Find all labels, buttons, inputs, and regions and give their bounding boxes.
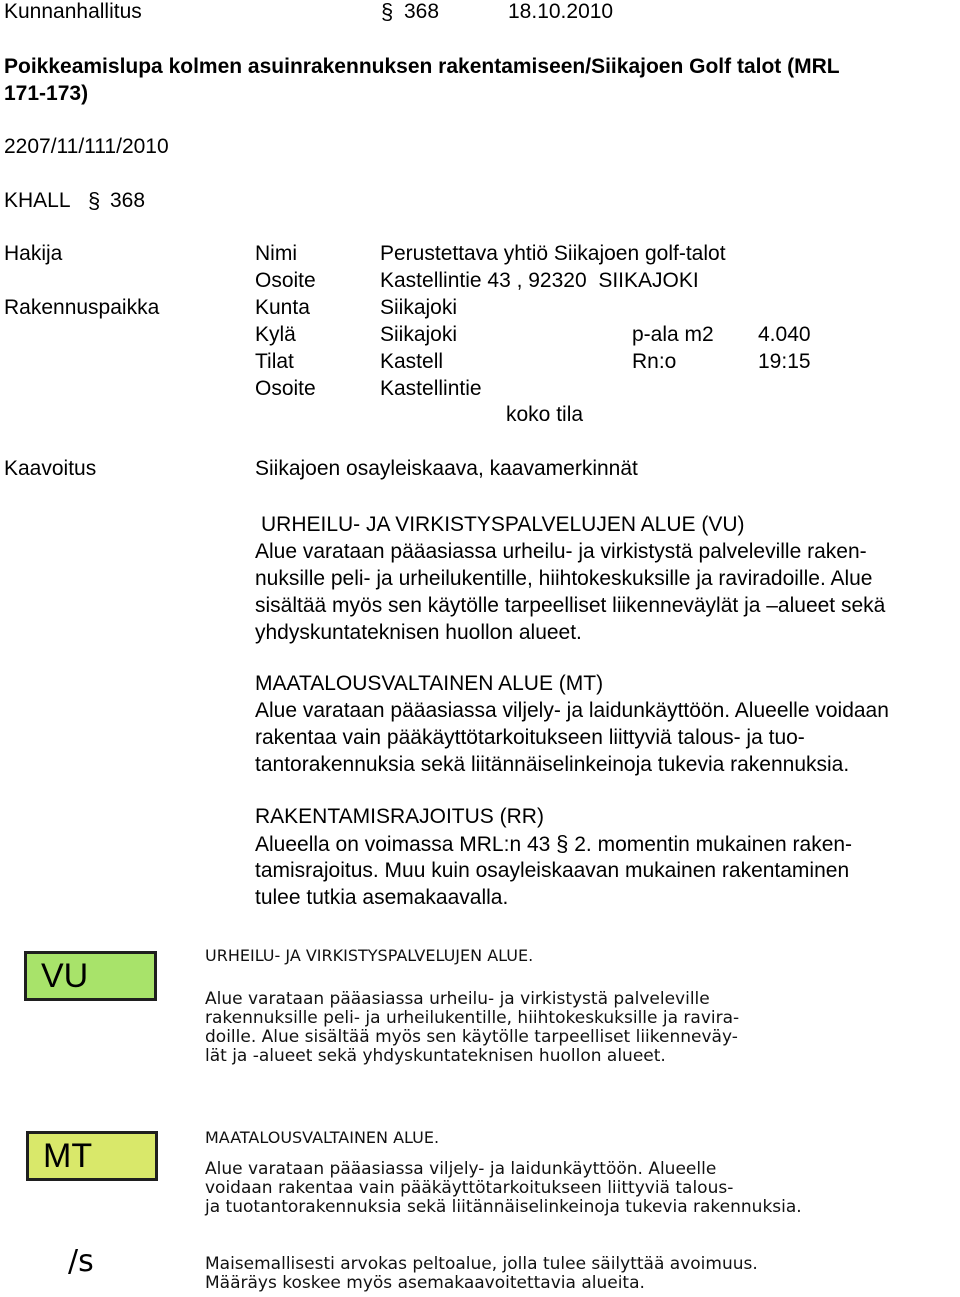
vu-line: Alue varataan pääasiassa urheilu- ja virkistystä palveleville raken- — [255, 540, 867, 563]
mt-line: Alue varataan pääasiassa viljely- ja laidunkäyttöön. Alueelle voidaan — [255, 699, 889, 722]
area-value: 4.040 — [758, 323, 811, 346]
address-value: Kastellintie 43 , 92320 SIIKAJOKI — [380, 269, 699, 292]
vu-description — [255, 511, 885, 646]
vu-line: nuksille peli- ja urheilukentille, hiihtokeskuksille ja raviradoille. Alue — [255, 567, 873, 590]
header-number: 368 — [404, 0, 440, 23]
estate-value: Kastell — [380, 350, 444, 373]
document-title — [4, 55, 840, 106]
regno-label: Rn:o — [632, 350, 677, 373]
mt-heading: MAATALOUSVALTAINEN ALUE (MT) — [255, 672, 604, 695]
diary-number: 2207/11/111/2010 — [4, 135, 169, 158]
area-label: p-ala m2 — [632, 323, 714, 346]
vu-legend-line: rakennuksille peli- ja urheilukentille, hiihtokeskuksille ja ravira- — [205, 1008, 740, 1028]
mt-legend-line: Alue varataan pääasiassa viljely- ja laidunkäyttöön. Alueelle — [205, 1159, 717, 1179]
mt-legend-line: voidaan rakentaa vain pääkäyttötarkoitukseen liittyviä talous- — [205, 1178, 734, 1198]
rr-line: tulee tutkia asemakaavalla. — [255, 886, 509, 909]
mt-legend-text — [205, 1128, 802, 1217]
regno-value: 19:15 — [758, 350, 811, 373]
title-line-2: 171-173) — [4, 82, 89, 105]
s-legend-text — [205, 1255, 758, 1293]
municipality-value: Siikajoki — [380, 296, 458, 319]
name-label: Nimi — [255, 242, 297, 265]
mt-line: rakentaa vain pääkäyttötarkoitukseen liittyviä talous- ja tuo- — [255, 726, 805, 749]
vu-line: yhdyskuntateknisen huollon alueet. — [255, 621, 582, 644]
s-legend-line: Määräys koskee myös asemakaavoitettavia alueita. — [205, 1273, 645, 1293]
zoning-label: Kaavoitus — [4, 457, 97, 480]
s-legend-line: Maisemallisesti arvokas peltoalue, jolla tulee säilyttää avoimuus. — [205, 1254, 758, 1274]
vu-legend-swatch — [24, 951, 157, 1001]
rr-heading: RAKENTAMISRAJOITUS (RR) — [255, 805, 544, 828]
vu-line: sisältää myös sen käytölle tarpeelliset liikenneväylät ja –alueet sekä — [255, 594, 886, 617]
rr-line-1-b: 2. momentin mukainen raken- — [568, 833, 853, 856]
khall-section-sign: § — [88, 188, 101, 213]
vu-heading: URHEILU- JA VIRKISTYSPALVELUJEN ALUE (VU) — [261, 513, 745, 536]
section-sign: § — [381, 0, 394, 24]
rr-line-1-a: Alueella on voimassa MRL:n 43 — [255, 833, 557, 856]
village-value: Siikajoki — [380, 323, 458, 346]
mt-legend-code: MT — [43, 1137, 93, 1175]
vu-legend-code: VU — [41, 957, 89, 995]
address-label: Osoite — [255, 269, 316, 292]
title-line-1: Poikkeamislupa kolmen asuinrakennuksen rakentamiseen/Siikajoen Golf talot (MRL — [4, 55, 840, 78]
vu-legend-line: lät ja -alueet sekä yhdyskuntateknisen huollon alueet. — [205, 1046, 666, 1066]
s-legend-code: /s — [68, 1244, 94, 1279]
zoning-plan: Siikajoen osayleiskaava, kaavamerkinnät — [255, 457, 638, 480]
rr-section-sign: § — [556, 831, 569, 856]
site-address-value: Kastellintie — [380, 377, 482, 400]
estate-label: Tilat — [255, 350, 294, 373]
name-value: Perustettava yhtiö Siikajoen golf-talot — [380, 242, 726, 265]
mt-description — [255, 670, 889, 778]
rr-line-1 — [255, 830, 852, 857]
khall-number: 368 — [110, 189, 146, 212]
header-date: 18.10.2010 — [508, 0, 614, 23]
rr-line: tamisrajoitus. Muu kuin osayleiskaavan mukainen rakentaminen — [255, 859, 850, 882]
mt-legend-line: ja tuotantorakennuksia sekä liitännäiselinkeinoja tukevia rakennuksia. — [205, 1197, 802, 1217]
mt-legend-heading: MAATALOUSVALTAINEN ALUE. — [205, 1128, 440, 1147]
khall-label: KHALL — [4, 189, 71, 212]
municipality-label: Kunta — [255, 296, 310, 319]
site-address-label: Osoite — [255, 377, 316, 400]
mt-line: tantorakennuksia sekä liitännäiselinkeinoja tukevia rakennuksia. — [255, 753, 850, 776]
village-label: Kylä — [255, 323, 296, 346]
applicant-label: Hakija — [4, 242, 63, 265]
vu-legend-heading: URHEILU- JA VIRKISTYSPALVELUJEN ALUE. — [205, 946, 534, 965]
vu-legend-line: doille. Alue sisältää myös sen käytölle tarpeelliset liikenneväy- — [205, 1027, 738, 1047]
header-organ: Kunnanhallitus — [4, 0, 142, 23]
site-label: Rakennuspaikka — [4, 296, 160, 319]
site-extent: koko tila — [506, 403, 584, 426]
vu-legend-line: Alue varataan pääasiassa urheilu- ja virkistystä palveleville — [205, 989, 710, 1009]
mt-legend-swatch — [26, 1131, 158, 1181]
vu-legend-text — [205, 946, 739, 1066]
rr-description — [255, 803, 852, 911]
